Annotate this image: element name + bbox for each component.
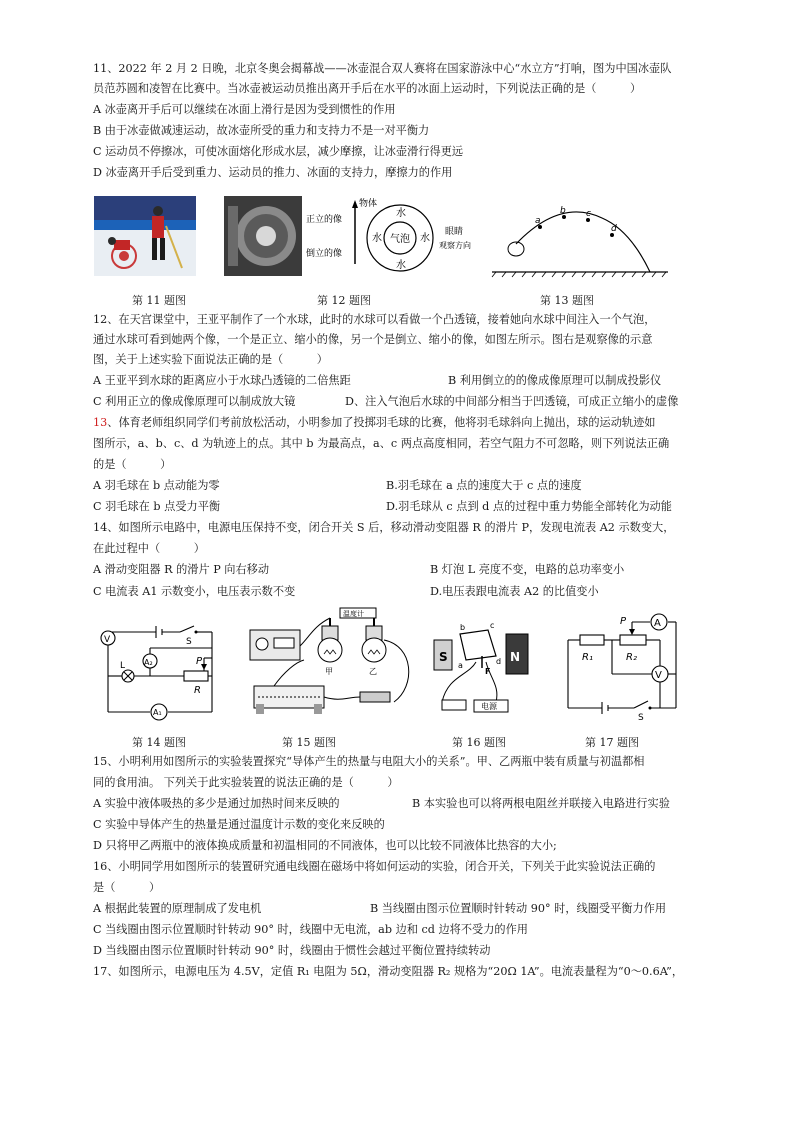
q12-option-d: D、注入气泡后水球的中间部分相当于凹透镜，可成正立缩小的虚像 bbox=[345, 395, 679, 408]
fig12-eye-label: 眼睛 bbox=[445, 227, 464, 237]
q13-number: 13 bbox=[93, 416, 108, 429]
fig12-water-bottom: 水 bbox=[396, 260, 406, 271]
fig16-motor bbox=[430, 616, 534, 718]
fig11-curling-photo bbox=[94, 196, 196, 276]
q13-option-b: B.羽毛球在 a 点的速度大于 c 点的速度 bbox=[386, 479, 582, 492]
fig14-slider-p: P bbox=[196, 656, 203, 667]
fig13-point-a: a bbox=[535, 216, 541, 226]
fig16-power-label: 电源 bbox=[481, 702, 497, 711]
fig14-resistor-r: R bbox=[194, 685, 201, 696]
fig14-ammeter-a2: A₂ bbox=[144, 658, 153, 667]
q13-line3: 的是（ ） bbox=[93, 458, 172, 471]
q15-option-c: C 实验中导体产生的热量是通过温度计示数的变化来反映的 bbox=[93, 818, 385, 831]
fig14-switch: S bbox=[186, 637, 192, 647]
fig16-point-c: c bbox=[490, 621, 495, 630]
fig17-circuit bbox=[560, 612, 684, 722]
q16-option-b: B 当线圈由图示位置顺时针转动 90° 时，线圈受平衡力作用 bbox=[370, 902, 667, 915]
fig12-water-right: 水 bbox=[420, 233, 430, 244]
q11-option-c: C 运动员不停擦冰，可使冰面熔化形成水层，减少摩擦，让冰壶滑行得更远 bbox=[93, 145, 464, 158]
fig16-pole-s: S bbox=[439, 650, 448, 664]
q12-option-a: A 王亚平到水球的距离应小于水球凸透镜的二倍焦距 bbox=[93, 374, 351, 387]
q16-line1: 16、小明同学用如图所示的装置研究通电线圈在磁场中将如何运动的实验，闭合开关，下列关于此实验说法正确的 bbox=[93, 860, 656, 873]
fig13-point-c: c bbox=[586, 209, 591, 219]
q11-line2: 员范苏圆和凌智在比赛中。当冰壶被运动员推出离开手后在水平的冰面上运动时，下列说法正确的是（ ） bbox=[93, 82, 642, 95]
q13-option-a: A 羽毛球在 b 点动能为零 bbox=[93, 479, 220, 492]
q12-line3: 图，关于上述实验下面说法正确的是（ ） bbox=[93, 353, 328, 366]
fig12-diagram bbox=[304, 196, 480, 276]
q11-option-d: D 冰壶离开手后受到重力、运动员的推力、冰面的支持力，摩擦力的作用 bbox=[93, 166, 453, 179]
q16-line2: 是（ ） bbox=[93, 881, 161, 894]
fig17-switch: S bbox=[638, 713, 644, 722]
q14-option-d: D.电压表跟电流表 A2 的比值变小 bbox=[430, 585, 599, 598]
fig13-point-d: d bbox=[611, 224, 617, 234]
q11-option-a: A 冰壶离开手后可以继续在冰面上滑行是因为受到惯性的作用 bbox=[93, 103, 396, 116]
fig13-point-b: b bbox=[560, 206, 566, 216]
fig16-caption: 第 16 题图 bbox=[452, 736, 506, 749]
fig14-caption: 第 14 题图 bbox=[132, 736, 186, 749]
q13-line1 bbox=[93, 416, 655, 430]
fig15-bottle-yi: 乙 bbox=[369, 667, 377, 676]
fig13-trajectory bbox=[490, 200, 670, 278]
fig17-voltmeter: V bbox=[655, 670, 662, 681]
fig14-ammeter-a1: A₁ bbox=[153, 708, 162, 717]
q16-option-d: D 当线圈由图示位置顺时针转动 90° 时，线圈由于惯性会越过平衡位置持续转动 bbox=[93, 944, 491, 957]
fig13-caption: 第 13 题图 bbox=[540, 294, 594, 307]
fig12-bubble-label: 气泡 bbox=[390, 234, 410, 245]
q12-line1: 12、在天宫课堂中，王亚平制作了一个水球，此时的水球可以看做一个凸透镜，接着她向水球中间注入一个气泡， bbox=[93, 313, 656, 326]
q15-option-b: B 本实验也可以将两根电阻丝并联接入电路进行实验 bbox=[412, 797, 670, 810]
q15-option-d: D 只将甲乙两瓶中的液体换成质量和初温相同的不同液体，也可以比较不同液体比热容的大小; bbox=[93, 839, 557, 852]
fig16-force-f: F bbox=[485, 667, 491, 676]
q11-option-b: B 由于冰壶做减速运动，故冰壶所受的重力和支持力不是一对平衡力 bbox=[93, 124, 430, 137]
fig14-voltmeter: V bbox=[104, 635, 111, 645]
q13-option-c: C 羽毛球在 b 点受力平衡 bbox=[93, 500, 221, 513]
q14-line1: 14、如图所示电路中，电源电压保持不变，闭合开关 S 后，移动滑动变阻器 R 的滑片 P，发现电流表 A2 示数变大， bbox=[93, 521, 675, 534]
fig16-point-d: d bbox=[496, 657, 502, 666]
fig16-pole-n: N bbox=[510, 650, 521, 664]
q14-option-b: B 灯泡 L 亮度不变，电路的总功率变小 bbox=[430, 563, 625, 576]
fig17-r1: R₁ bbox=[582, 652, 593, 663]
q12-option-b: B 利用倒立的的像成像原理可以制成投影仪 bbox=[448, 374, 662, 387]
q11-line1: 11、2022 年 2 月 2 日晚，北京冬奥会揭幕战——冰壶混合双人赛将在国家游泳中心“水立方”打响，图为中国冰壶队 bbox=[93, 62, 672, 75]
fig12-inverted-label: 倒立的像 bbox=[306, 249, 343, 259]
q12-option-c: C 利用正立的像成像原理可以制成放大镜 bbox=[93, 395, 296, 408]
fig12-water-left: 水 bbox=[372, 233, 382, 244]
fig15-bottle-jia: 甲 bbox=[325, 667, 333, 676]
q16-option-c: C 当线圈由图示位置顺时针转动 90° 时，线圈中无电流，ab 边和 cd 边将不受力的作用 bbox=[93, 923, 528, 936]
q14-line2: 在此过程中（ ） bbox=[93, 542, 205, 555]
fig15-caption: 第 15 题图 bbox=[282, 736, 336, 749]
q13-option-d: D.羽毛球从 c 点到 d 点的过程中重力势能全部转化为动能 bbox=[386, 500, 672, 513]
fig12-caption: 第 12 题图 bbox=[317, 294, 371, 307]
q13-line1-text: 、体育老师组织同学们考前放松活动，小明参加了投掷羽毛球的比赛，他将羽毛球斜向上抛出，球的运动轨迹如 bbox=[107, 416, 656, 429]
fig14-circuit bbox=[100, 618, 220, 722]
q13-line2: 图所示，a、b、c、d 为轨迹上的点。其中 b 为最高点，a、c 两点高度相同，若空气阻力不可忽略，则下列说法正确 bbox=[93, 437, 670, 450]
q14-option-a: A 滑动变阻器 R 的滑片 P 向右移动 bbox=[93, 563, 270, 576]
q15-option-a: A 实验中液体吸热的多少是通过加热时间来反映的 bbox=[93, 797, 340, 810]
fig17-caption: 第 17 题图 bbox=[585, 736, 639, 749]
q14-option-c: C 电流表 A1 示数变小，电压表示数不变 bbox=[93, 585, 296, 598]
q15-line2: 同的食用油。 下列关于此实验装置的说法正确的是（ ） bbox=[93, 776, 399, 789]
fig11-caption: 第 11 题图 bbox=[132, 294, 186, 307]
q15-line1: 15、小明利用如图所示的实验装置探究“导体产生的热量与电阻大小的关系”。甲、乙两瓶中装有质量与初温都相 bbox=[93, 755, 645, 768]
fig12-water-ball-photo bbox=[224, 196, 302, 276]
q12-line2: 通过水球可看到她两个像，一个是正立、缩小的像，另一个是倒立、缩小的像，如图左所示。图右是观察像的示意 bbox=[93, 333, 653, 346]
fig12-upright-label: 正立的像 bbox=[306, 215, 343, 225]
fig12-water-top: 水 bbox=[396, 208, 406, 219]
q16-option-a: A 根据此装置的原理制成了发电机 bbox=[93, 902, 262, 915]
q17-line1: 17、如图所示，电源电压为 4.5V，定值 R₁ 电阻为 5Ω，滑动变阻器 R₂ 规格为“20Ω 1A”。电流表量程为“0～0.6A”， bbox=[93, 965, 684, 978]
fig17-slider-p: P bbox=[620, 616, 627, 627]
fig14-lamp-l: L bbox=[120, 661, 126, 671]
fig16-point-a: a bbox=[458, 661, 463, 670]
fig12-direction-label: 观察方向 bbox=[439, 241, 471, 250]
fig15-thermometer-label: 温度计 bbox=[343, 610, 364, 618]
fig12-object-label: 物体 bbox=[359, 199, 378, 209]
fig17-ammeter: A bbox=[654, 618, 661, 629]
fig16-point-b: b bbox=[460, 623, 466, 632]
fig17-r2: R₂ bbox=[626, 652, 637, 663]
fig15-apparatus bbox=[244, 606, 420, 724]
